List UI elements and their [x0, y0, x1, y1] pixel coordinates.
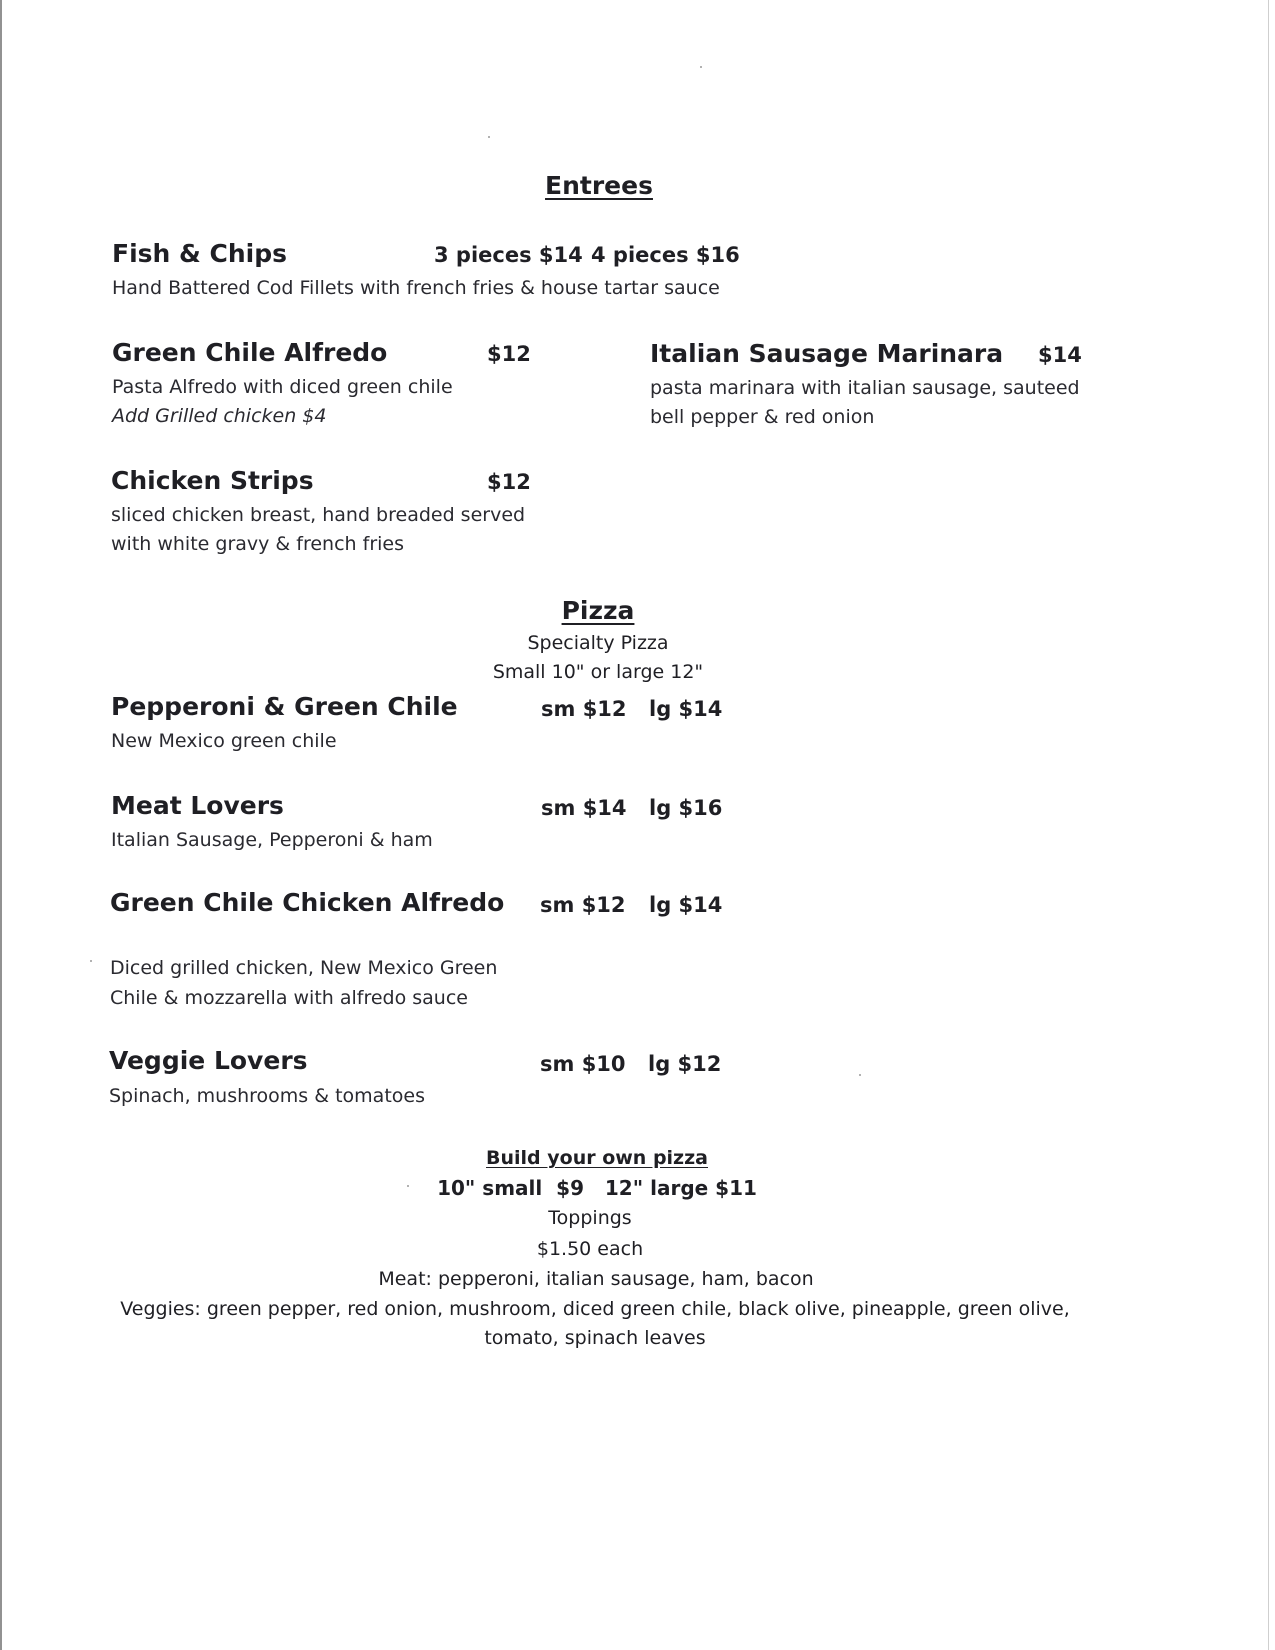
- chicken-strips-desc-2: with white gravy & french fries: [111, 533, 404, 555]
- scan-speck: [407, 1185, 409, 1187]
- chicken-strips-name: Chicken Strips: [111, 466, 314, 495]
- italian-sausage-marinara-name: Italian Sausage Marinara: [650, 339, 1004, 368]
- pizza-item-price-large: lg $12: [648, 1052, 722, 1076]
- pizza-item-price-large: lg $14: [649, 893, 723, 917]
- pizza-sizes: Small 10" or large 12": [492, 661, 704, 683]
- pizza-item-desc: Italian Sausage, Pepperoni & ham: [111, 829, 433, 851]
- fish-and-chips-name: Fish & Chips: [112, 239, 288, 268]
- pizza-item-desc: Spinach, mushrooms & tomatoes: [109, 1085, 425, 1107]
- toppings-label: Toppings: [548, 1207, 632, 1229]
- pizza-subtitle: Specialty Pizza: [527, 632, 669, 654]
- italian-sausage-marinara-desc-2: bell pepper & red onion: [650, 406, 875, 428]
- scan-speck: [859, 1074, 861, 1076]
- build-your-own-prices: 10" small $9 12" large $11: [437, 1176, 757, 1200]
- scan-edge-right: [1268, 0, 1269, 1650]
- pizza-item-price-small: sm $10: [540, 1052, 626, 1076]
- green-chile-alfredo-name: Green Chile Alfredo: [112, 338, 388, 367]
- entrees-title: Entrees: [545, 171, 653, 200]
- pizza-item-name: Green Chile Chicken Alfredo: [110, 888, 505, 917]
- pizza-item-price-large: lg $14: [649, 697, 723, 721]
- toppings-veggies-1: Veggies: green pepper, red onion, mushroom, diced green chile, black olive, pineapple, green olive,: [120, 1298, 1070, 1320]
- pizza-item-desc: Chile & mozzarella with alfredo sauce: [110, 987, 468, 1009]
- pizza-item-price-large: lg $16: [649, 796, 723, 820]
- pizza-item-price-small: sm $14: [541, 796, 627, 820]
- pizza-item-price-small: sm $12: [540, 893, 626, 917]
- build-your-own-title: Build your own pizza: [486, 1147, 708, 1169]
- pizza-item-name: Veggie Lovers: [109, 1046, 308, 1075]
- green-chile-alfredo-addon: Add Grilled chicken $4: [112, 405, 327, 427]
- chicken-strips-desc-1: sliced chicken breast, hand breaded served: [111, 504, 526, 526]
- green-chile-alfredo-desc: Pasta Alfredo with diced green chile: [112, 376, 453, 398]
- fish-and-chips-price-3: 3 pieces $14: [434, 243, 583, 267]
- pizza-title: Pizza: [561, 596, 635, 625]
- toppings-veggies-2: tomato, spinach leaves: [484, 1327, 706, 1349]
- italian-sausage-marinara-desc-1: pasta marinara with italian sausage, sauteed: [650, 377, 1080, 399]
- scan-speck: [700, 66, 702, 68]
- pizza-item-desc: Diced grilled chicken, New Mexico Green: [110, 957, 498, 979]
- pizza-item-price-small: sm $12: [541, 697, 627, 721]
- scan-edge-left: [0, 0, 2, 1650]
- italian-sausage-marinara-price: $14: [1038, 343, 1082, 367]
- toppings-meat: Meat: pepperoni, italian sausage, ham, bacon: [378, 1268, 814, 1290]
- scan-speck: [488, 136, 490, 138]
- toppings-price: $1.50 each: [536, 1238, 644, 1260]
- pizza-item-name: Pepperoni & Green Chile: [111, 692, 458, 721]
- green-chile-alfredo-price: $12: [487, 342, 531, 366]
- chicken-strips-price: $12: [487, 470, 531, 494]
- pizza-item-name: Meat Lovers: [111, 791, 284, 820]
- fish-and-chips-price-4: 4 pieces $16: [591, 243, 740, 267]
- scan-speck: [90, 960, 92, 962]
- pizza-item-desc: New Mexico green chile: [111, 730, 337, 752]
- fish-and-chips-desc: Hand Battered Cod Fillets with french fries & house tartar sauce: [112, 277, 720, 299]
